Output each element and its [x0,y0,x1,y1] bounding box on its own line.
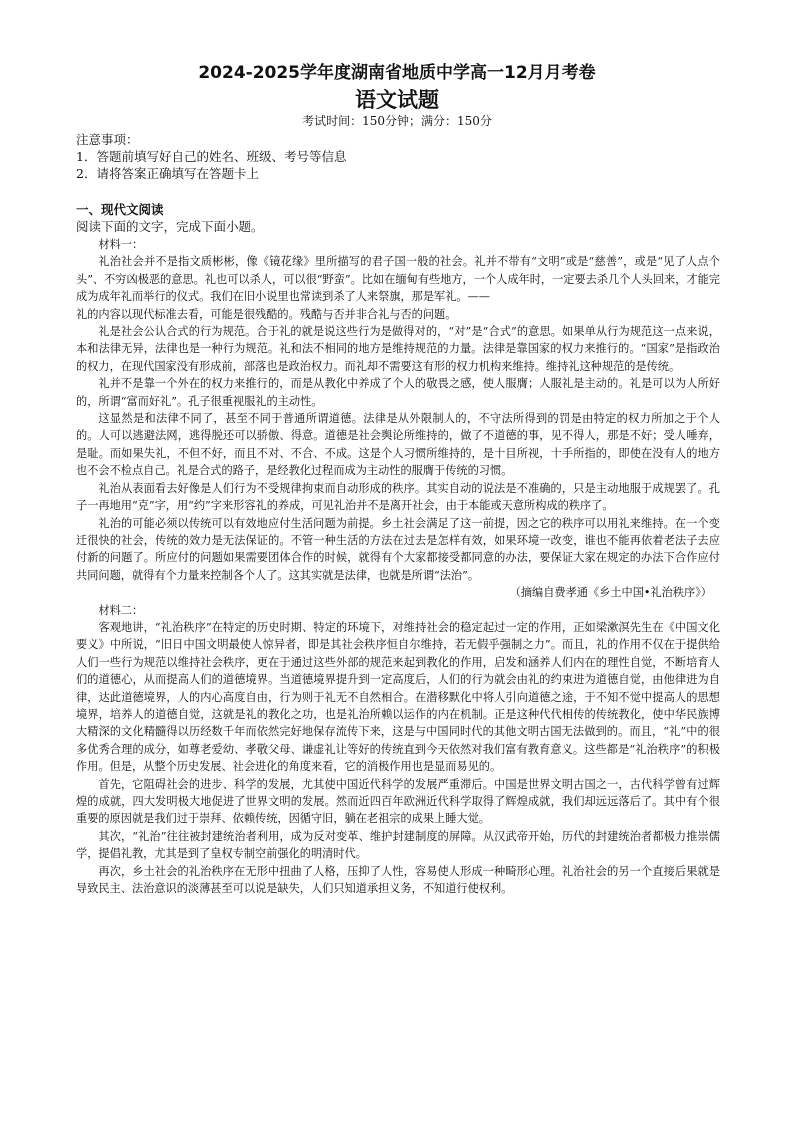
paragraph: 其次，“礼治”往往被封建统治者利用，成为反对变革、维护封建制度的屏障。从汉武帝开始，历代的封建统治者都极力推崇儒学，提倡礼教，尤其是到了皇权专制空前强化的明清时代。 [76,829,720,861]
paragraph: 礼是社会公认合式的行为规范。合于礼的就是说这些行为是做得对的，“对”是“合式”的意思。如果单从行为规范这一点来说，本和法律无异，法律也是一种行为规范。礼和法不相同的地方是维持规范的力量。法律是靠国家的权力来推行的。“国家”是指政治的权力，在现代国家没有形成前，部落也是政治权力。而礼却不需要这有形的权力机构来维持。维持礼这种规范的是传统。 [76,325,720,373]
reading-passage [76,236,720,897]
exam-info: 考试时间：150分钟；满分：150分 [302,114,492,128]
paragraph: 礼治从表面看去好像是人们行为不受规律拘束而自动形成的秩序。其实自动的说法是不准确的，只是主动地服于成规罢了。孔子一再地用“克”字，用“约”字来形容礼的养成，可见礼治并不是离开社会，由于本能或天意所构成的秩序了。 [76,481,720,513]
exam-title: 2024-2025学年度湖南省地质中学高一12月月考卷 [198,63,596,83]
paragraph: 礼的内容以现代标准去看，可能是很残酷的。残酷与否并非合礼与否的问题。 [76,307,457,321]
notes-block [76,131,346,182]
material-source: （摘编自费孝通《乡土中国•礼治秩序》） [509,586,712,600]
paragraph: 再次，乡土社会的礼治秩序在无形中扭曲了人格，压抑了人性，容易使人形成一种畸形心理。礼治社会的另一个直接后果就是导致民主、法治意识的淡薄甚至可以说是缺失，人们只知道承担义务，不知道行使权利。 [76,864,720,896]
paragraph: 礼治社会并不是指文质彬彬，像《镜花缘》里所描写的君子国一般的社会。礼并不带有“文明”或是“慈善”，或是“见了人点个头”、不穷凶极恶的意思。礼也可以杀人，可以很“野蛮”。比如在缅甸有些地方，一个人成年时，一定要去杀几个人头回来，才能完成为成年礼而举行的仪式。我们在旧小说里也常读到杀了人来祭旗，那是军礼。—— [76,255,720,304]
paragraph: 首先，它阻碍社会的进步、科学的发展，尤其使中国近代科学的发展严重滞后。中国是世界文明古国之一，古代科学曾有过辉煌的成就，四大发明极大地促进了世界文明的发展。然而近四百年欧洲近代科学取得了辉煌成就，我们却远远落后了。其中有个很重要的原因就是我们过于崇拜、依赖传统，因循守旧，躺在老祖宗的成果上睡大觉。 [76,777,720,826]
section-title: 一、现代文阅读 [76,202,164,217]
material-label: 材料一： [98,238,144,251]
material-label: 材料二： [98,603,144,617]
exam-subtitle: 语文试题 [355,88,439,112]
section-instruction: 阅读下面的文字，完成下面小题。 [76,219,264,234]
paragraph: 这显然是和法律不同了，甚至不同于普通所谓道德。法律是从外限制人的，不守法所得到的罚是由特定的权力所加之于个人的。人可以逃避法网，逃得脱还可以骄傲、得意。道德是社会舆论所维持的，做了不道德的事，见不得人，那是不好；受人唾弃，是耻。而如果失礼，不但不好，而且不对、不合、不成。这是个人习惯所维持的，是十目所视，十手所指的，即使在没有人的地方也不会不检点自己。礼是合式的路子，是经教化过程而成为主动性的服膺于传统的习惯。 [76,412,720,478]
paragraph: 礼并不是靠一个外在的权力来推行的，而是从教化中养成了个人的敬畏之感，使人服膺；人服礼是主动的。礼是可以为人所好的，所谓“富而好礼”。孔子很重视服礼的主动性。 [76,377,720,408]
paragraph: 礼治的可能必须以传统可以有效地应付生活问题为前提。乡土社会满足了这一前提，因之它的秩序可以用礼来维持。在一个变迁很快的社会，传统的效力是无法保证的。不管一种生活的方法在过去是怎样有效，如果环境一改变，谁也不能再依着老法子去应付新的问题了。所应付的问题如果需要团体合作的时候，就得有个大家都接受都同意的办法，要保证大家在规定的办法下合作应付共同问题，就得有个力量来控制各个人了。这其实就是法律，也就是所谓“法治”。 [76,516,720,582]
paragraph: 客观地讲，“礼治秩序”在特定的历史时期、特定的环境下，对维持社会的稳定起过一定的作用，正如梁漱溟先生在《中国文化要义》中所说，“旧日中国文明最使人惊异者，即是其社会秩序恒自尔维持，若无假乎强制之力”。而且，礼的作用不仅在于提供给人们一些行为规范以维持社会秩序，更在于通过这些外部的规范来起到教化的作用，启发和涵养人们内在的理性自觉，不断培育人们的道德心，从而提高人们的道德境界。当道德境界提升到一定高度后，人们的行为就会由礼的约束进为道德自觉，由他律进为自律，达此道德境界，人的内心高度自由，行为则于礼无不自然相合。在潜移默化中将人引向道德之途，于不知不觉中提高人的思想境界，培养人的道德自觉，这就是礼的教化之功，也是礼治所赖以运作的内在机制。正是这种代代相传的传统教化，使中华民族博大精深的文化精髓得以历经数千年而依然完好地保存流传下来，这是与中国同时代的其他文明古国无法做到的。而且，“礼”中的很多优秀合理的成分，如尊老爱幼、孝敬父母、谦虚礼让等好的传统直到今天依然对我们富有教育意义。这些都是“礼治秩序”的积极作用。但是，从整个历史发展、社会进化的角度来看，它的消极作用也是显而易见的。 [76,620,720,774]
notes-item: 1．答题前填写好自己的姓名、班级、考号等信息 [76,149,347,164]
notes-item: 2．请将答案正确填写在答题卡上 [76,166,259,181]
notes-heading: 注意事项： [76,132,139,147]
